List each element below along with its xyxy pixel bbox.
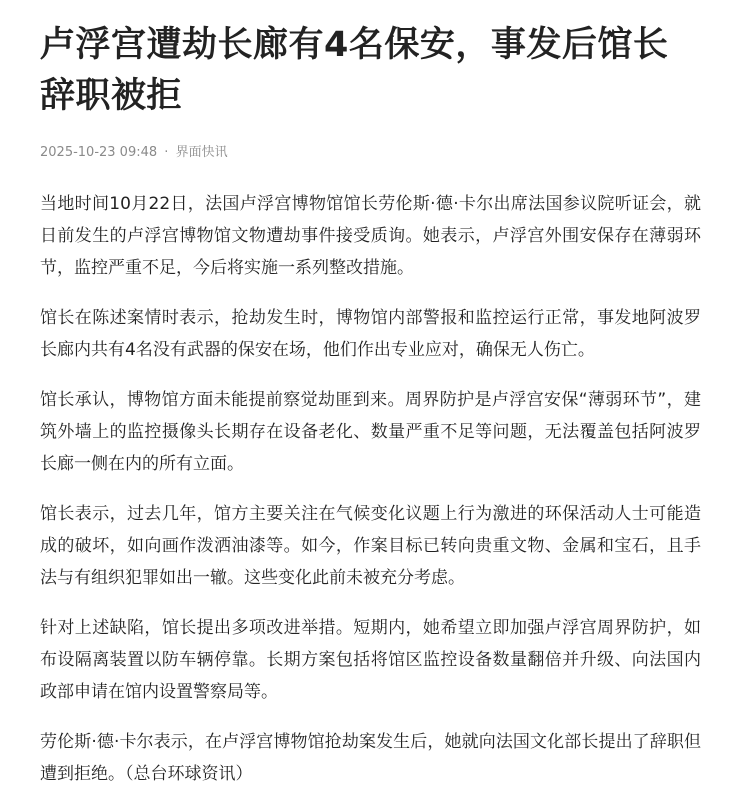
article-body (40, 188, 701, 790)
article-title: 卢浮宫遭劫长廊有4名保安，事发后馆长辞职被拒 (40, 25, 669, 116)
paragraph-4: 馆长表示，过去几年，馆方主要关注在气候变化议题上行为激进的环保活动人士可能造成的破坏，如向画作泼洒油漆等。如今，作案目标已转向贵重文物、金属和宝石，且手法与有组织犯罪如出一辙。这些变化此前未被充分考虑。 (40, 504, 701, 588)
article-source: 界面快讯 (175, 145, 228, 160)
paragraph-2: 馆长在陈述案情时表示，抢劫发生时，博物馆内部警报和监控运行正常，事发地阿波罗长廊内共有4名没有武器的保安在场，他们作出专业应对，确保无人伤亡。 (40, 308, 701, 360)
paragraph-3: 馆长承认，博物馆方面未能提前察觉劫匪到来。周界防护是卢浮宫安保“薄弱环节”，建筑外墙上的监控摄像头长期存在设备老化、数量严重不足等问题，无法覆盖包括阿波罗长廊一侧在内的所有立面。 (40, 390, 701, 474)
meta-separator: · (164, 145, 169, 160)
publish-datetime: 2025-10-23 09:48 (40, 145, 158, 160)
paragraph-1: 当地时间10月22日，法国卢浮宫博物馆馆长劳伦斯·德·卡尔出席法国参议院听证会，就日前发生的卢浮宫博物馆文物遭劫事件接受质询。她表示，卢浮宫外围安保存在薄弱环节，监控严重不足，今后将实施一系列整改措施。 (40, 194, 701, 278)
article-meta (40, 144, 701, 162)
paragraph-6: 劳伦斯·德·卡尔表示，在卢浮宫博物馆抢劫案发生后，她就向法国文化部长提出了辞职但遭到拒绝。（总台环球资讯） (40, 732, 701, 784)
paragraph-5: 针对上述缺陷，馆长提出多项改进举措。短期内，她希望立即加强卢浮宫周界防护，如布设隔离装置以防车辆停靠。长期方案包括将馆区监控设备数量翻倍并升级、向法国内政部申请在馆内设置警察局等。 (40, 618, 701, 702)
